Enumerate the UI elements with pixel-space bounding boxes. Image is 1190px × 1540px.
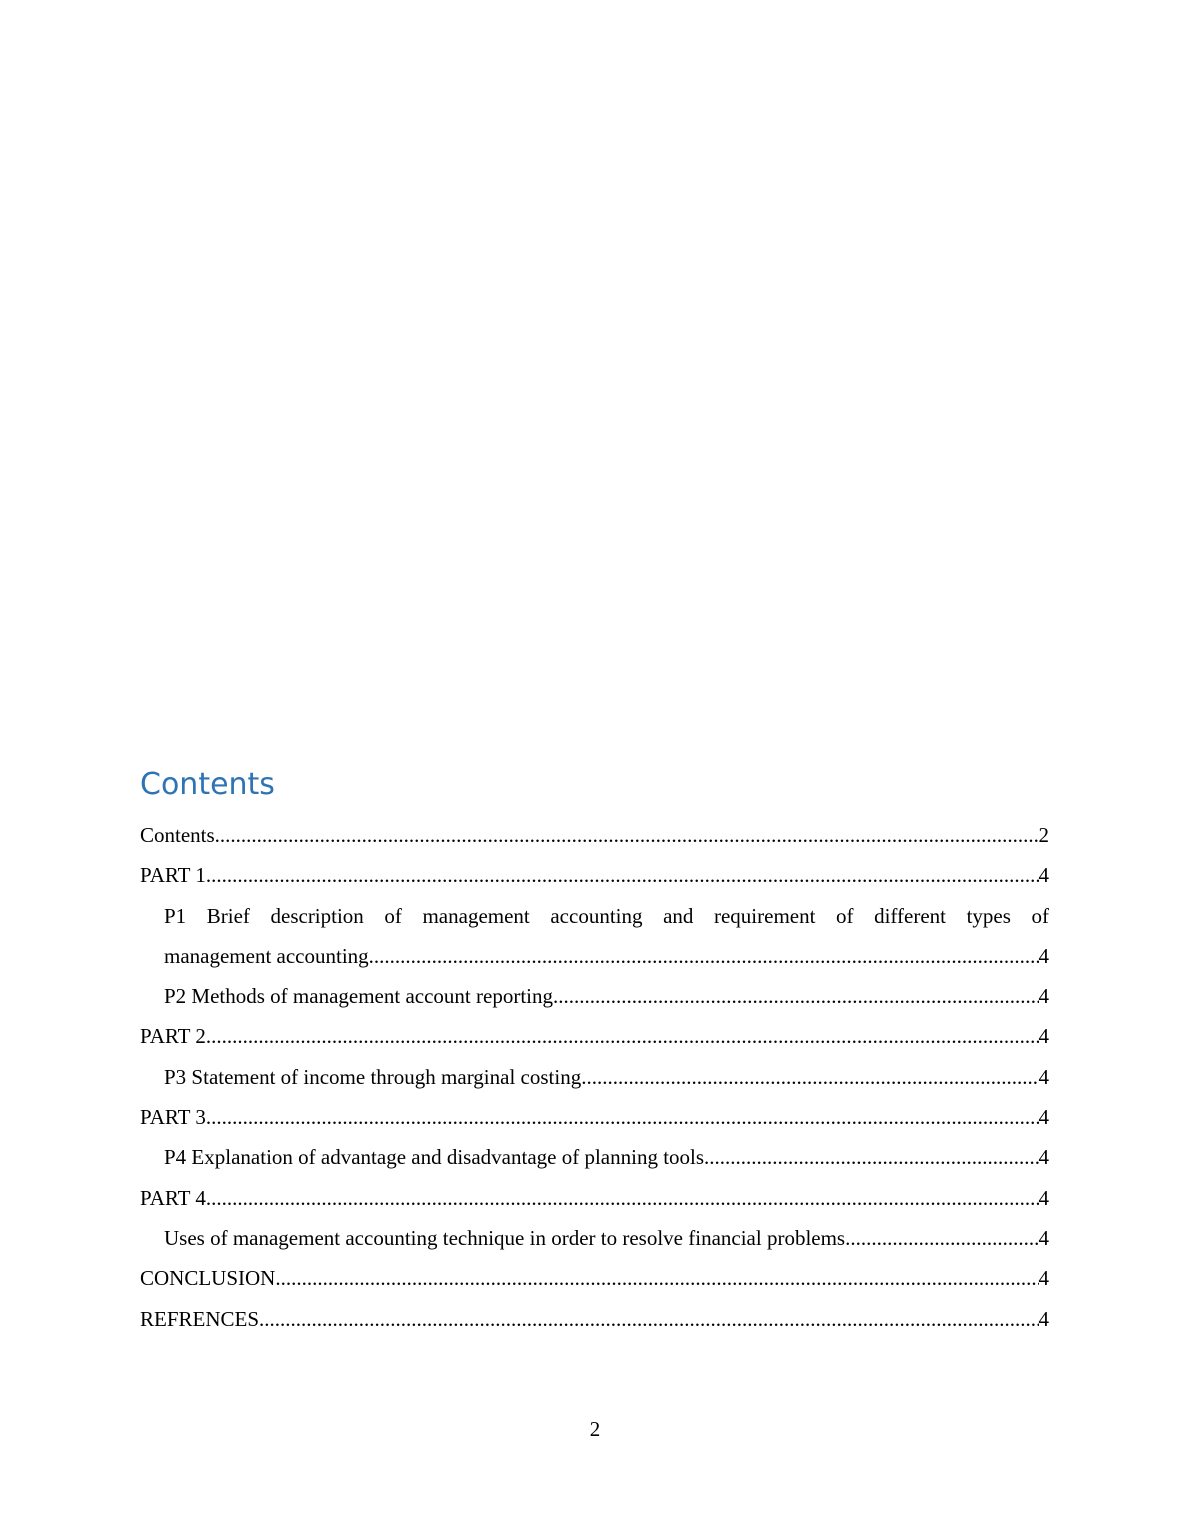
toc-entry-label-line1: P1 Brief description of management accounting and requirement of different types of: [164, 903, 1049, 928]
toc-entry-page: 4: [1038, 984, 1049, 1009]
toc-entry-page: 4: [1038, 943, 1049, 968]
toc-entry-p3[interactable]: [164, 1057, 1049, 1097]
toc-entry-p4[interactable]: [164, 1137, 1049, 1177]
toc-leader-dots: [581, 1057, 1038, 1097]
toc-entry-part-1[interactable]: [140, 855, 1049, 895]
toc-leader-dots: [206, 1097, 1039, 1137]
toc-entry-label: Contents: [140, 823, 215, 847]
toc-entry-page: 4: [1038, 1266, 1049, 1291]
toc-entry-page: 4: [1038, 1185, 1049, 1210]
toc-entry-label-line2: management accounting: [164, 943, 369, 968]
toc-entry-page: 2: [1038, 823, 1049, 847]
toc-leader-dots: [845, 1218, 1038, 1258]
toc-entry-page: 4: [1038, 1024, 1049, 1049]
toc-leader-dots: [275, 1258, 1038, 1298]
toc-heading: Contents: [140, 767, 275, 802]
toc-entry-label: P2 Methods of management account reporting: [164, 984, 553, 1009]
toc-entry-part-2[interactable]: [140, 1016, 1049, 1056]
toc-entry-label: Uses of management accounting technique in order to resolve financial problems: [164, 1225, 846, 1250]
toc-entry-page: 4: [1038, 863, 1049, 888]
toc-entry-label: P4 Explanation of advantage and disadvantage of planning tools: [164, 1145, 705, 1170]
toc-entry-label: PART 3: [140, 1105, 206, 1130]
toc-entry-label: P3 Statement of income through marginal costing: [164, 1064, 582, 1089]
toc-entry-part-4[interactable]: [140, 1178, 1049, 1218]
toc-leader-dots: [259, 1299, 1038, 1339]
toc-entry-label: PART 2: [140, 1024, 206, 1049]
toc-entry-label: PART 1: [140, 863, 206, 888]
toc-entry-page: 4: [1038, 1225, 1049, 1250]
toc-entry-label: REFRENCES: [140, 1306, 260, 1331]
toc-entry-page: 4: [1038, 1145, 1049, 1170]
toc-leader-dots: [704, 1137, 1038, 1177]
toc-entry-uses[interactable]: [164, 1218, 1049, 1258]
toc-entry-p1[interactable]: [164, 896, 1049, 977]
toc-entry-references[interactable]: [140, 1299, 1049, 1339]
toc-leader-dots: [206, 1178, 1039, 1218]
page-number: 2: [589, 1417, 601, 1441]
toc-entry-contents[interactable]: [140, 815, 1049, 855]
toc-leader-dots: [206, 855, 1039, 895]
toc-entry-page: 4: [1038, 1105, 1049, 1130]
toc-entry-part-3[interactable]: [140, 1097, 1049, 1137]
table-of-contents: [140, 815, 1049, 1339]
toc-entry-label: CONCLUSION: [140, 1266, 276, 1291]
toc-leader-dots: [206, 1016, 1039, 1056]
toc-entry-label: PART 4: [140, 1185, 206, 1210]
toc-leader-dots: [369, 936, 1039, 976]
toc-leader-dots: [553, 976, 1039, 1016]
toc-entry-conclusion[interactable]: [140, 1258, 1049, 1298]
toc-entry-page: 4: [1038, 1306, 1049, 1331]
toc-entry-page: 4: [1038, 1064, 1049, 1089]
toc-entry-p2[interactable]: [164, 976, 1049, 1016]
toc-leader-dots: [215, 815, 1039, 855]
